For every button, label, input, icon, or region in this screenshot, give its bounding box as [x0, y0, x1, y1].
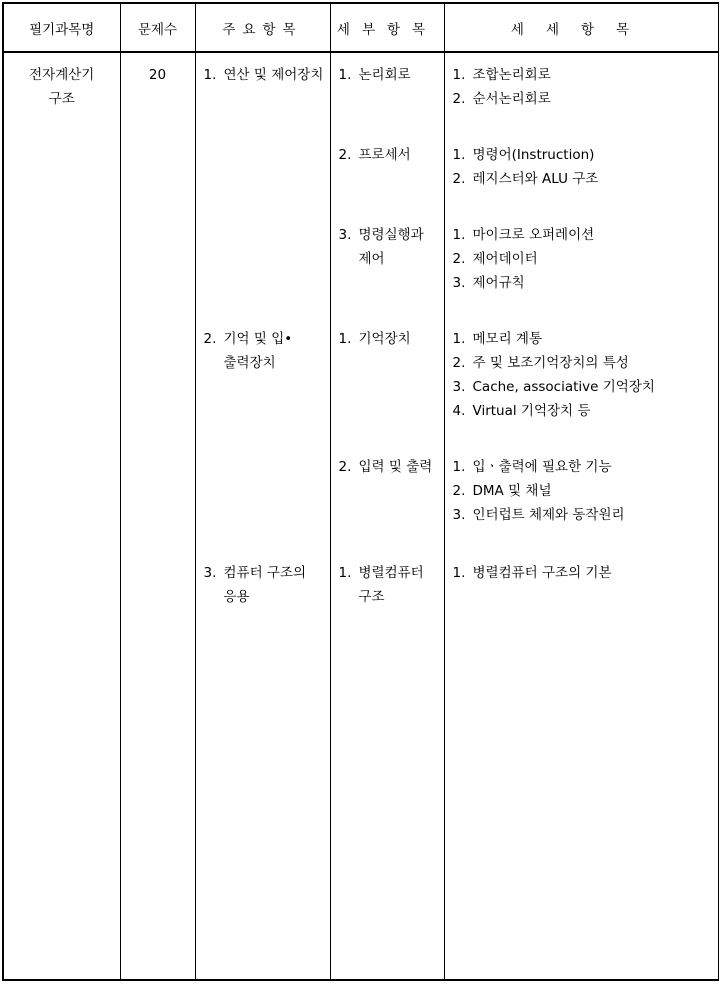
- detail-item: 2. 레지스터와 ALU 구조: [452, 171, 599, 187]
- sub-item: [339, 223, 444, 271]
- sub-item-number: 3.: [338, 227, 352, 243]
- sub-item-number: 1.: [338, 565, 352, 581]
- question-count: 20: [148, 67, 167, 83]
- main-item-label: 연산 및 제어장치: [223, 67, 324, 83]
- detail-item: 1. 메모리 계통: [452, 331, 542, 347]
- detail-item: 1. 마이크로 오퍼레이션: [452, 227, 595, 243]
- header-count: 문제수: [120, 3, 195, 52]
- detail-item: 1. 입ㆍ출력에 필요한 기능: [452, 459, 612, 475]
- main-item-number: 3.: [203, 565, 217, 581]
- detail-item: 2. 순서논리회로: [452, 91, 551, 107]
- detail-item: 1. 명령어(Instruction): [452, 147, 595, 163]
- sub-item: [339, 561, 444, 609]
- sub-items-cell: [330, 52, 444, 980]
- sub-item-label: 프로세서: [358, 147, 411, 163]
- main-item: [204, 327, 330, 375]
- detail-items-cell: [444, 52, 718, 980]
- sub-item-label: 논리회로: [358, 67, 411, 83]
- detail-item: 3. 인터럽트 체제와 동작원리: [452, 507, 625, 523]
- sub-item-label-cont: 구조: [358, 589, 385, 605]
- main-item-label: 컴퓨터 구조의: [223, 565, 307, 581]
- header-row: [3, 3, 718, 52]
- body-row: [3, 52, 718, 980]
- sub-item-number: 1.: [338, 67, 352, 83]
- detail-group: [453, 455, 718, 527]
- detail-group: [453, 143, 718, 191]
- subject-name-line1: 전자계산기: [29, 67, 95, 83]
- main-items-cell: [195, 52, 330, 980]
- sub-item: [339, 143, 444, 167]
- sub-item: [339, 455, 444, 479]
- sub-item-label: 병렬컴퓨터: [358, 565, 424, 581]
- detail-item: 2. DMA 및 채널: [452, 483, 552, 499]
- sub-item: [339, 63, 444, 87]
- header-subject: 필기과목명: [3, 3, 120, 52]
- sub-item-label-cont: 제어: [358, 251, 385, 267]
- detail-group: [453, 223, 718, 295]
- sub-item-label: 기억장치: [358, 331, 411, 347]
- main-item-label-cont: 출력장치: [223, 355, 276, 371]
- header-detail-item: 세세항목: [444, 3, 718, 52]
- main-item-number: 2.: [203, 331, 217, 347]
- header-sub-item: 세부항목: [330, 3, 444, 52]
- header-main-item: 주요항목: [195, 3, 330, 52]
- detail-group: [453, 327, 718, 423]
- syllabus-table: [2, 2, 719, 981]
- sub-item-label: 입력 및 출력: [358, 459, 433, 475]
- subject-name-line2: 구조: [48, 91, 75, 107]
- main-item-label: 기억 및 입•: [223, 331, 293, 347]
- detail-group: [453, 63, 718, 111]
- detail-item: 3. 제어규칙: [452, 275, 525, 291]
- sub-item-label: 명령실행과: [358, 227, 424, 243]
- sub-item-number: 1.: [338, 331, 352, 347]
- detail-item: 2. 제어데이터: [452, 251, 538, 267]
- main-item-number: 1.: [203, 67, 217, 83]
- main-item-label-cont: 응용: [223, 589, 250, 605]
- detail-item: 4. Virtual 기억장치 등: [452, 403, 591, 419]
- sub-item-number: 2.: [338, 459, 352, 475]
- detail-item: 3. Cache, associative 기억장치: [452, 379, 655, 395]
- detail-item: 1. 병렬컴퓨터 구조의 기본: [452, 565, 612, 581]
- detail-group: [453, 561, 718, 585]
- count-cell: [120, 52, 195, 980]
- main-item: [204, 63, 330, 87]
- sub-item-number: 2.: [338, 147, 352, 163]
- subject-cell: [3, 52, 120, 980]
- main-item: [204, 561, 330, 609]
- detail-item: 2. 주 및 보조기억장치의 특성: [452, 355, 629, 371]
- sub-item: [339, 327, 444, 351]
- detail-item: 1. 조합논리회로: [452, 67, 551, 83]
